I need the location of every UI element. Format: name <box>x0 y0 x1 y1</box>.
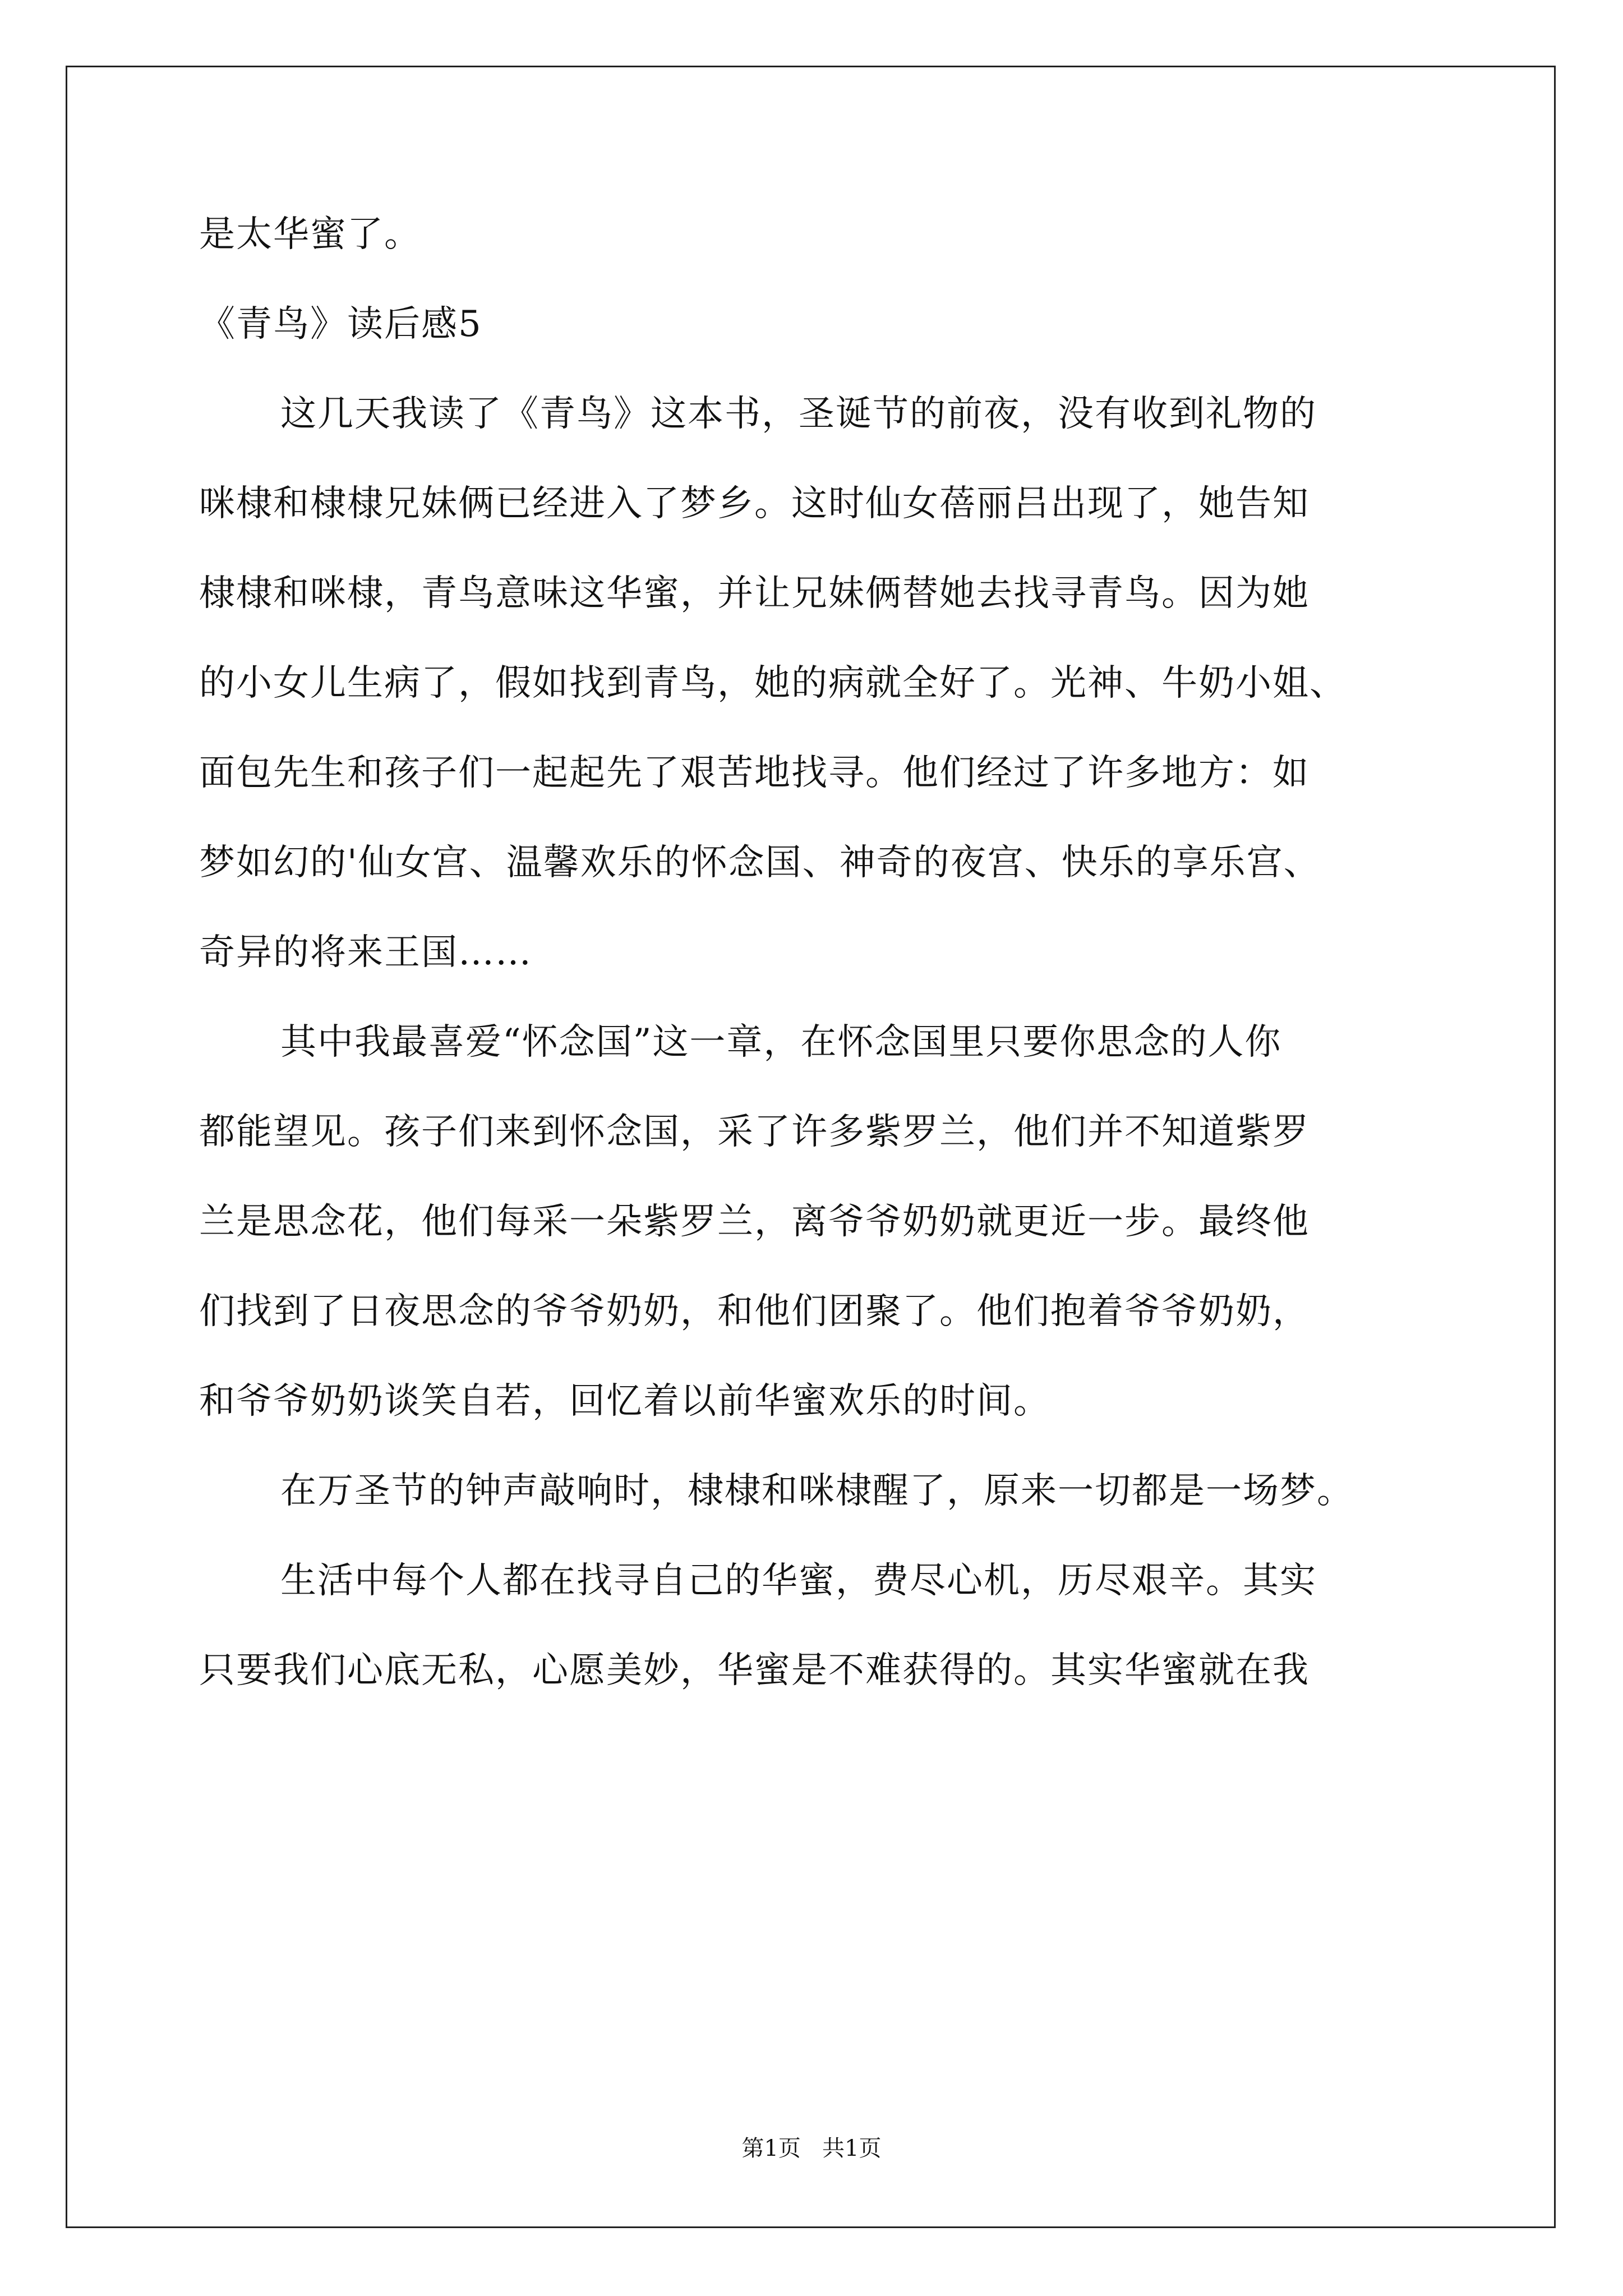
paragraph-2-line-1: 其中我最喜爱“怀念国”这一章，在怀念国里只要你思念的人你 <box>280 1022 1282 1063</box>
paragraph-4-line-2: 只要我们心底无私，心愿美妙，华蜜是不难获得的。其实华蜜就在我 <box>199 1650 1310 1691</box>
paragraph-1-line-4: 的小女儿生病了，假如找到青鸟，她的病就全好了。光神、牛奶小姐、 <box>199 662 1347 704</box>
paragraph-1-line-1: 这几天我读了《青鸟》这本书，圣诞节的前夜，没有收到礼物的 <box>280 393 1317 435</box>
paragraph-2-line-2: 都能望见。孩子们来到怀念国，采了许多紫罗兰，他们并不知道紫罗 <box>199 1111 1310 1153</box>
paragraph-4-line-1: 生活中每个人都在找寻自己的华蜜，费尽心机，历尽艰辛。其实 <box>280 1560 1317 1602</box>
paragraph-2-line-3: 兰是思念花，他们每采一朵紫罗兰，离爷爷奶奶就更近一步。最终他 <box>199 1201 1310 1243</box>
section-heading: 《青鸟》读后感5 <box>199 303 482 345</box>
text-line-continuation: 是太华蜜了。 <box>199 214 421 255</box>
paragraph-2-line-4: 们找到了日夜思念的爷爷奶奶，和他们团聚了。他们抱着爷爷奶奶， <box>199 1291 1310 1332</box>
paragraph-1-line-3: 棣棣和咪棣，青鸟意味这华蜜，并让兄妹俩替她去找寻青鸟。因为她 <box>199 573 1310 614</box>
paragraph-1-line-2: 咪棣和棣棣兄妹俩已经进入了梦乡。这时仙女蓓丽吕出现了，她告知 <box>199 483 1310 524</box>
page-footer: 第1页 共1页 <box>741 2136 882 2161</box>
paragraph-1-line-5: 面包先生和孩子们一起起先了艰苦地找寻。他们经过了许多地方：如 <box>199 752 1310 794</box>
paragraph-1-line-6: 梦如幻的'仙女宫、温馨欢乐的怀念国、神奇的夜宫、快乐的享乐宫、 <box>199 842 1321 884</box>
paragraph-3-line-1: 在万圣节的钟声敲响时，棣棣和咪棣醒了，原来一切都是一场梦。 <box>280 1470 1354 1512</box>
paragraph-2-line-5: 和爷爷奶奶谈笑自若，回忆着以前华蜜欢乐的时间。 <box>199 1381 1050 1422</box>
paragraph-1-line-7: 奇异的将来王国…… <box>199 932 532 973</box>
